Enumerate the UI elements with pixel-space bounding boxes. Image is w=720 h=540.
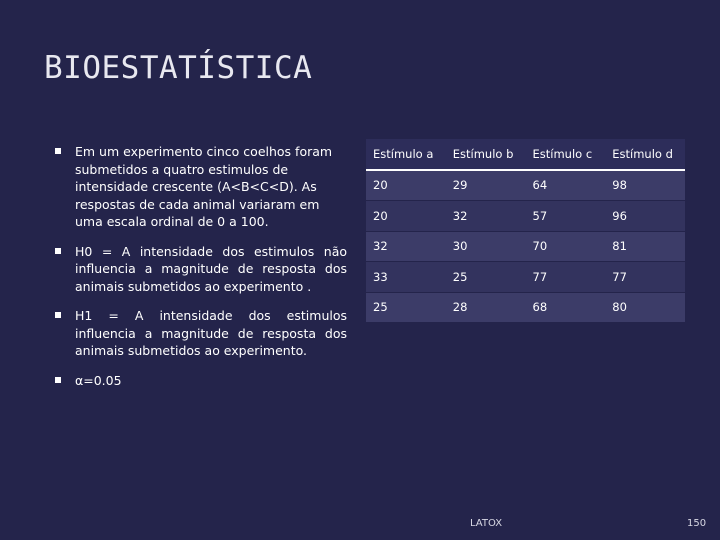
- table-cell: 77: [526, 262, 606, 293]
- table-cell: 64: [526, 170, 606, 201]
- table-cell: 25: [366, 292, 446, 322]
- slide-title: BIOESTATÍSTICA: [44, 50, 313, 86]
- square-bullet-icon: [55, 377, 61, 383]
- bullet-experiment-description: [55, 143, 347, 231]
- table-cell: 32: [446, 201, 526, 232]
- bullet-text: H1 = A intensidade dos estimulos influencia a magnitude de resposta dos animais submetidos ao experimento.: [75, 308, 347, 358]
- square-bullet-icon: [55, 312, 61, 318]
- table-row: [366, 292, 685, 322]
- table-row: [366, 262, 685, 293]
- column-header: Estímulo b: [446, 139, 526, 170]
- table-cell: 28: [446, 292, 526, 322]
- table-cell: 57: [526, 201, 606, 232]
- table-row: [366, 201, 685, 232]
- page-number: 150: [687, 518, 707, 529]
- column-header: Estímulo d: [605, 139, 685, 170]
- table-cell: 98: [605, 170, 685, 201]
- stimulus-response-table: [366, 138, 685, 322]
- table-cell: 80: [605, 292, 685, 322]
- footer-text: LATOX: [470, 518, 503, 529]
- bullet-alpha: [55, 372, 347, 390]
- table-cell: 29: [446, 170, 526, 201]
- table-cell: 20: [366, 201, 446, 232]
- table-cell: 33: [366, 262, 446, 293]
- table-cell: 81: [605, 231, 685, 262]
- bullet-text: α=0.05: [75, 372, 122, 388]
- bullet-list: [55, 143, 347, 401]
- square-bullet-icon: [55, 248, 61, 254]
- bullet-alternative-hypothesis: [55, 307, 347, 360]
- table-cell: 32: [366, 231, 446, 262]
- table-header-row: [366, 139, 685, 170]
- column-header: Estímulo c: [526, 139, 606, 170]
- table-row: [366, 231, 685, 262]
- bullet-text: Em um experimento cinco coelhos foram submetidos a quatro estimulos de intensidade crescente (A<B<C<D). As respostas de cada animal variaram em uma escala ordinal de 0 a 100.: [75, 144, 333, 229]
- table-cell: 68: [526, 292, 606, 322]
- table-cell: 30: [446, 231, 526, 262]
- table-cell: 70: [526, 231, 606, 262]
- table-cell: 77: [605, 262, 685, 293]
- table-row: [366, 170, 685, 201]
- table-cell: 96: [605, 201, 685, 232]
- column-header: Estímulo a: [366, 139, 446, 170]
- bullet-null-hypothesis: [55, 243, 347, 296]
- square-bullet-icon: [55, 148, 61, 154]
- table-cell: 20: [366, 170, 446, 201]
- bullet-text: H0 = A intensidade dos estimulos não influencia a magnitude de resposta dos animais submetidos ao experimento .: [75, 243, 347, 294]
- table-cell: 25: [446, 262, 526, 293]
